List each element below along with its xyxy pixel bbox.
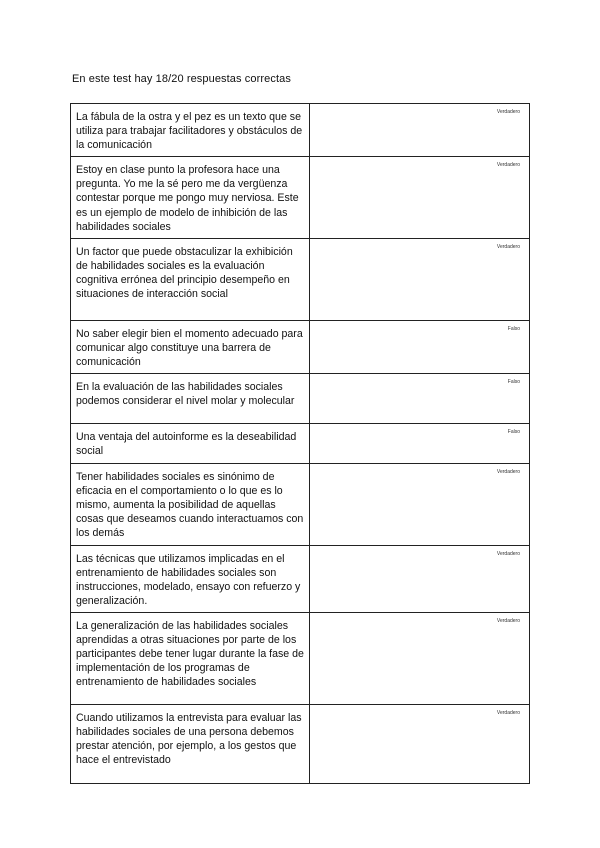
table-row — [71, 545, 530, 612]
question-text: La generalización de las habilidades sociales aprendidas a otras situaciones por parte de los participantes debe tener lugar durante la fase de implementación de los programas de entrenamiento de habilidades sociales — [71, 612, 310, 704]
table-row — [71, 464, 530, 545]
answer-cell — [310, 424, 530, 464]
question-text: Cuando utilizamos la entrevista para evaluar las habilidades sociales de una persona debemos prestar atención, por ejemplo, a los gestos que hace el entrevistado — [71, 704, 310, 783]
answer-cell — [310, 545, 530, 612]
answer-cell — [310, 374, 530, 424]
answer-value: Verdadero — [496, 162, 520, 169]
answer-value: Falso — [507, 429, 520, 436]
question-text: Tener habilidades sociales es sinónimo de eficacia en el comportamiento o lo que es lo mismo, aumenta la posibilidad de aquellas cosas que deseamos cuando interactuamos con los demás — [71, 464, 310, 545]
table-row — [71, 374, 530, 424]
answer-value: Verdadero — [496, 709, 520, 716]
question-text: Una ventaja del autoinforme es la deseabilidad social — [71, 424, 310, 464]
table-row — [71, 612, 530, 704]
table-row — [71, 424, 530, 464]
answer-value: Verdadero — [496, 243, 520, 250]
test-summary: En este test hay 18/20 respuestas correctas — [72, 73, 291, 85]
table-row — [71, 238, 530, 320]
answer-value: Verdadero — [496, 109, 520, 115]
question-text: La fábula de la ostra y el pez es un texto que se utiliza para trabajar facilitadores y obstáculos de la comunicación — [71, 104, 310, 157]
answer-value: Verdadero — [496, 617, 520, 624]
answer-cell — [310, 104, 530, 157]
question-text: Las técnicas que utilizamos implicadas en el entrenamiento de habilidades sociales son instrucciones, modelado, ensayo con refuerzo y generalización. — [71, 545, 310, 612]
answer-value: Falso — [507, 325, 520, 332]
table-row — [71, 320, 530, 373]
question-text: No saber elegir bien el momento adecuado para comunicar algo constituye una barrera de comunicación — [71, 320, 310, 373]
table-row — [71, 704, 530, 783]
question-text: Un factor que puede obstaculizar la exhibición de habilidades sociales es la evaluación cognitiva errónea del principio desempeño en situaciones de interacción social — [71, 238, 310, 320]
answer-cell — [310, 157, 530, 238]
table-row — [71, 157, 530, 238]
answer-value: Falso — [507, 379, 520, 386]
answer-cell — [310, 238, 530, 320]
answer-cell — [310, 704, 530, 783]
answer-cell — [310, 464, 530, 545]
answers-table — [70, 103, 530, 784]
answer-cell — [310, 320, 530, 373]
answer-cell — [310, 612, 530, 704]
question-text: Estoy en clase punto la profesora hace una pregunta. Yo me la sé pero me da vergüenza contestar porque me pongo muy nerviosa. Este es un ejemplo de modelo de inhibición de las habilidades sociales — [71, 157, 310, 238]
question-text: En la evaluación de las habilidades sociales podemos considerar el nivel molar y molecular — [71, 374, 310, 424]
answer-value: Verdadero — [496, 469, 520, 476]
table-row — [71, 104, 530, 157]
answer-value: Verdadero — [496, 550, 520, 557]
